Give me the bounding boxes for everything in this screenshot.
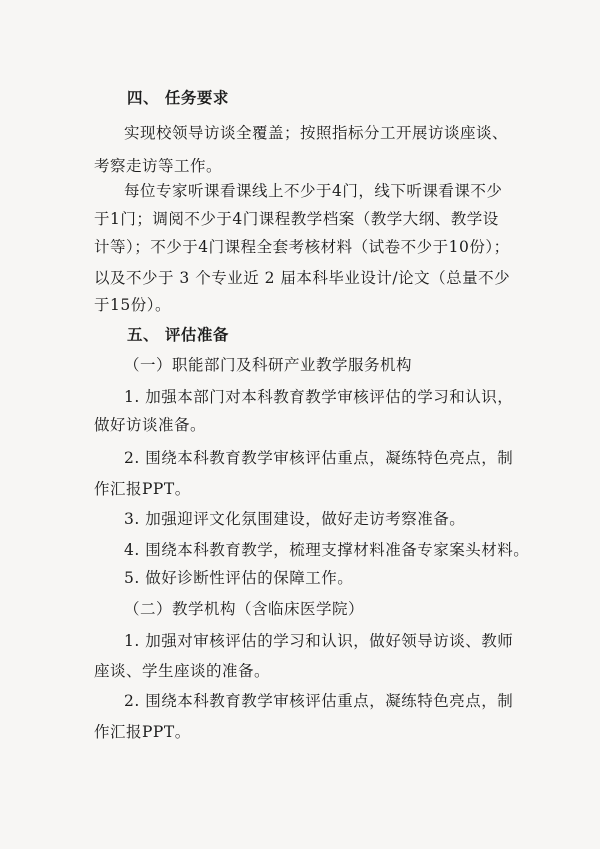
sub2-item2-line1: 2. 围绕本科教育教学审核评估重点，凝练特色亮点，制 <box>124 692 514 710</box>
sub1-item3: 3. 加强迎评文化氛围建设，做好走访考察准备。 <box>124 510 466 528</box>
sub1-item1-line1: 1. 加强本部门对本科教育教学审核评估的学习和认识， <box>124 388 514 406</box>
sub2-item2-line2: 作汇报PPT。 <box>94 723 191 741</box>
section-4-para2-line3: 计等）；不少于4门课程全套考核材料（试卷不少于10份）； <box>94 238 510 256</box>
section-4-para2-line2: 于1门；调阅不少于4门课程教学档案（教学大纲、教学设 <box>94 210 499 228</box>
section-5-heading: 五、 评估准备 <box>127 326 229 344</box>
section-4-heading: 四、 任务要求 <box>127 89 229 107</box>
sub1-item5: 5. 做好诊断性评估的保障工作。 <box>124 569 354 587</box>
subsection-2-title: （二）教学机构（含临床医学院） <box>124 600 365 618</box>
sub1-item1-line2: 做好访谈准备。 <box>94 416 207 434</box>
sub2-item1-line1: 1. 加强对审核评估的学习和认识，做好领导访谈、教师 <box>124 632 514 650</box>
section-4-para2-line4: 以及不少于 3 个专业近 2 届本科毕业设计/论文（总量不少 <box>94 269 511 287</box>
sub1-item2-line1: 2. 围绕本科教育教学审核评估重点，凝练特色亮点，制 <box>124 449 514 467</box>
sub1-item2-line2: 作汇报PPT。 <box>94 480 191 498</box>
section-4-para2-line1: 每位专家听课看课线上不少于4门，线下听课看课不少 <box>124 182 503 200</box>
sub2-item1-line2: 座谈、学生座谈的准备。 <box>94 662 271 680</box>
section-4-para1-line1: 实现校领导访谈全覆盖；按照指标分工开展访谈座谈、 <box>124 124 509 142</box>
section-4-para1-line2: 考察走访等工作。 <box>94 157 223 175</box>
section-4-para2-line5: 于15份）。 <box>94 296 171 314</box>
subsection-1-title: （一）职能部门及科研产业教学服务机构 <box>124 356 413 374</box>
sub1-item4: 4. 围绕本科教育教学，梳理支撑材料准备专家案头材料。 <box>124 541 530 559</box>
